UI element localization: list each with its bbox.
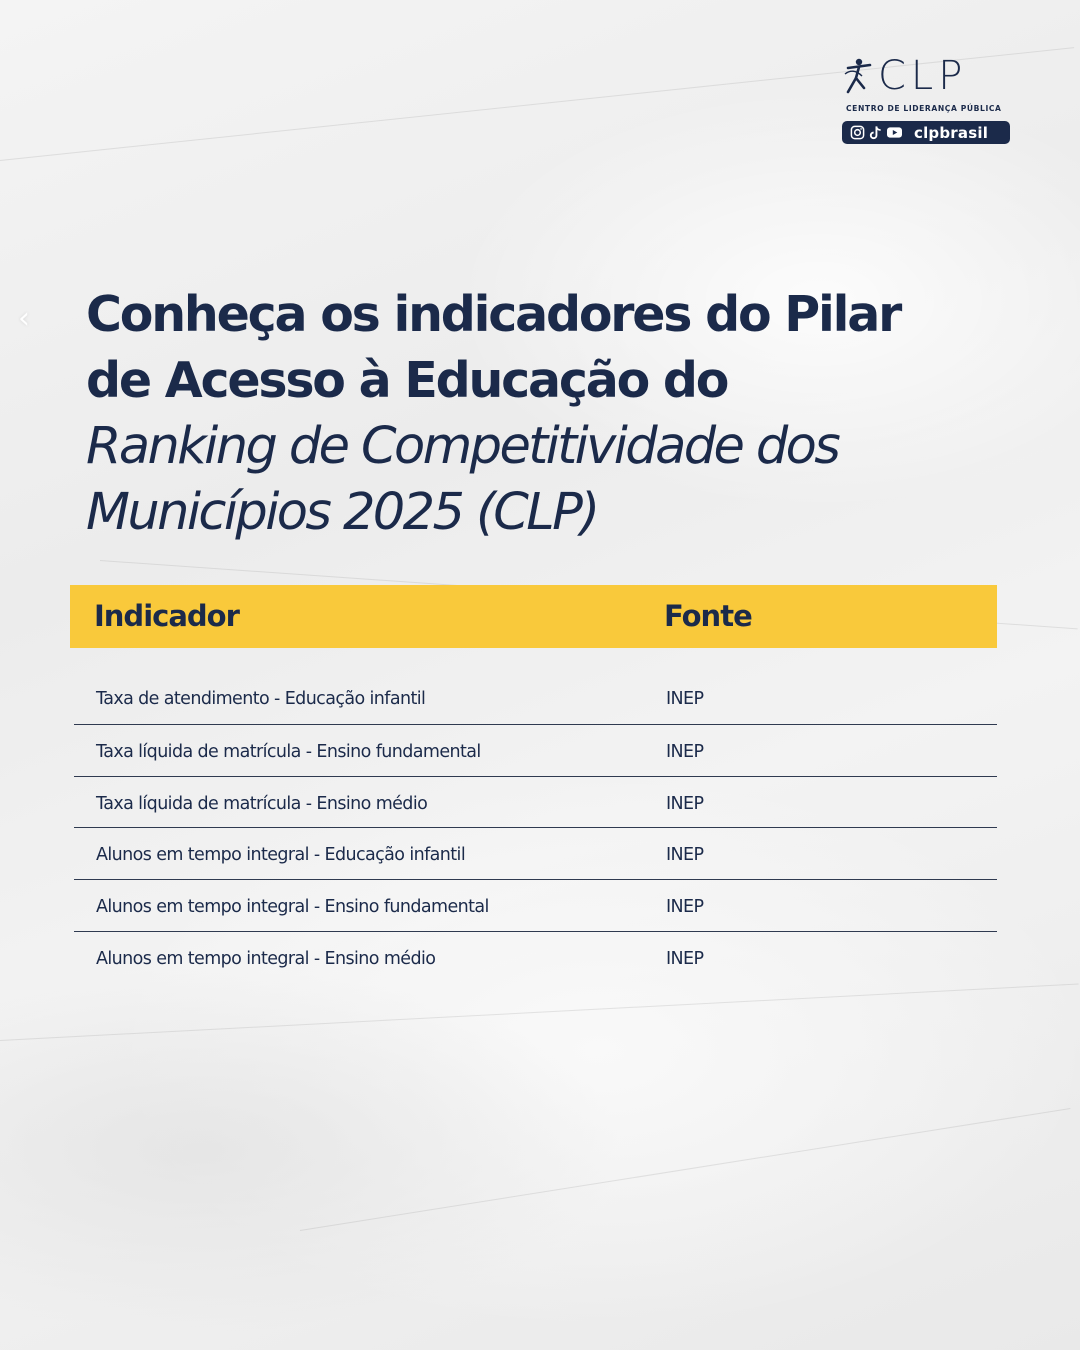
headline-line-2: de Acesso à Educação do — [86, 352, 728, 409]
table-row — [74, 672, 997, 724]
indicator-cell: Alunos em tempo integral - Educação infantil — [96, 845, 466, 866]
headline-line-1: Conheça os indicadores do Pilar — [86, 286, 901, 343]
table-header — [70, 585, 997, 648]
source-cell: INEP — [666, 689, 704, 709]
source-cell: INEP — [666, 845, 704, 866]
logo-mark — [842, 54, 1012, 98]
table-row — [74, 827, 997, 879]
social-handle-badge[interactable] — [842, 121, 1010, 144]
table-row — [74, 724, 997, 776]
source-cell: INEP — [666, 948, 704, 969]
indicator-cell: Taxa líquida de matrícula - Ensino fundamental — [96, 741, 481, 762]
table-row — [74, 879, 997, 931]
tiktok-icon — [868, 125, 883, 140]
indicator-cell: Taxa líquida de matrícula - Ensino médio — [96, 793, 428, 814]
logo-wordmark: CLP — [878, 53, 968, 99]
youtube-icon — [886, 125, 903, 140]
previous-arrow-icon[interactable]: ‹ — [18, 301, 30, 336]
indicator-cell: Alunos em tempo integral - Ensino médio — [96, 948, 436, 969]
column-header-indicator: Indicador — [94, 599, 239, 633]
clp-logo — [842, 54, 1012, 144]
runner-figure-icon — [842, 54, 876, 98]
table-body — [74, 672, 997, 983]
paper-crease — [300, 1108, 1071, 1231]
paper-crease — [0, 983, 1079, 1041]
source-cell: INEP — [666, 793, 704, 814]
column-header-source: Fonte — [664, 599, 752, 633]
headline-line-4: Municípios 2025 (CLP) — [86, 483, 598, 542]
logo-tagline: CENTRO DE LIDERANÇA PÚBLICA — [846, 104, 1002, 113]
instagram-icon — [850, 125, 865, 140]
source-cell: INEP — [666, 897, 704, 918]
headline — [86, 282, 966, 546]
indicator-cell: Taxa de atendimento - Educação infantil — [96, 689, 426, 709]
table-row — [74, 776, 997, 828]
table-row — [74, 931, 997, 983]
indicator-cell: Alunos em tempo integral - Ensino fundamental — [96, 897, 489, 918]
social-handle: clpbrasil — [914, 123, 989, 142]
headline-line-3: Ranking de Competitividade dos — [86, 417, 839, 476]
source-cell: INEP — [666, 741, 704, 762]
